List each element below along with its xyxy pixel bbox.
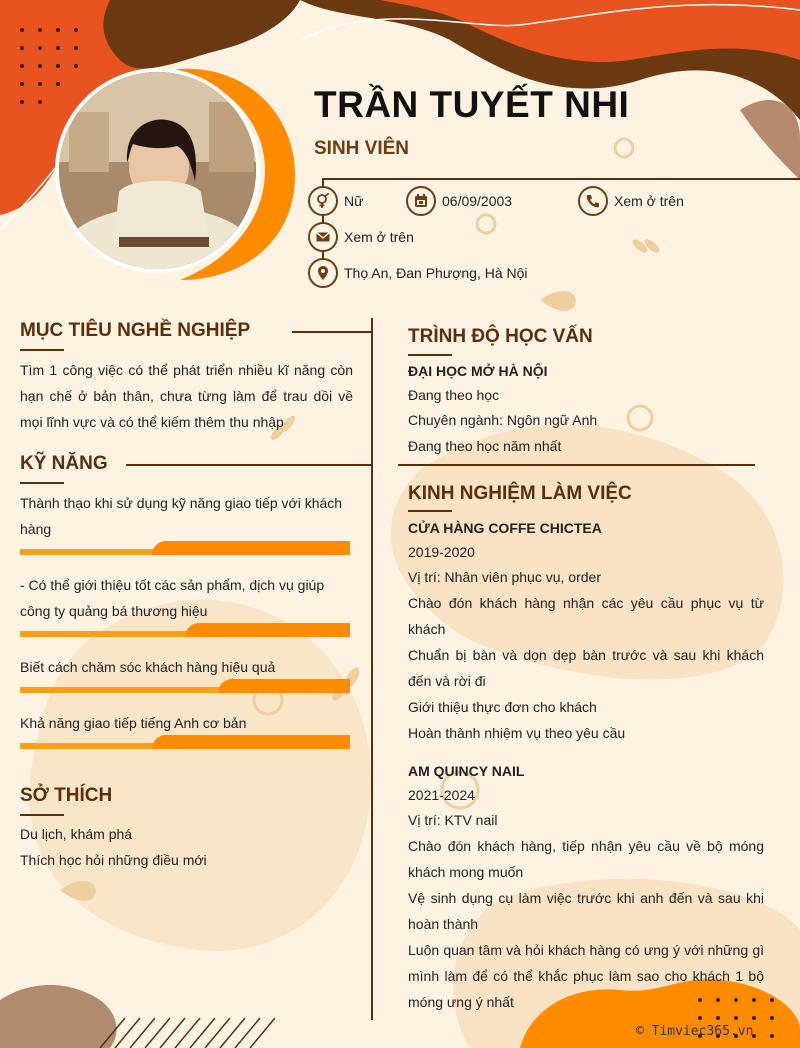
phone-value: Xem ở trên <box>614 193 684 209</box>
experience-underline <box>408 510 452 512</box>
skill-item-3-label: Biết cách chăm sóc khách hàng hiệu quả <box>20 659 276 675</box>
birthday-value: 06/09/2003 <box>442 193 513 209</box>
objective-rule <box>292 331 372 333</box>
phone-icon <box>578 186 608 216</box>
skill-item-4-label: Khả năng giao tiếp tiếng Anh cơ bản <box>20 715 247 731</box>
job-1-company: CỬA HÀNG COFFE CHICTEA <box>408 520 602 536</box>
skill-item-1-bar <box>20 545 350 555</box>
skill-item-2-label: - Có thể giới thiệu tốt các sản phẩm, dịch vụ giúp công ty quảng bá thương hiệu <box>20 577 325 619</box>
job-2-company: AM QUINCY NAIL <box>408 763 525 779</box>
education-underline <box>408 354 452 356</box>
job-2-line-4: Luôn quan tâm và hỏi khách hàng có ưng ý với những gì mình làm để có thể khắc phục làm sao cho khách 1 bộ móng ưng ý nhất <box>408 942 764 1010</box>
skill-item-4-bar <box>20 739 350 749</box>
contact-phone <box>578 186 684 216</box>
hobbies-title: SỞ THÍCH <box>20 785 113 806</box>
contact-gender <box>308 186 363 216</box>
objective-title: MỤC TIÊU NGHỀ NGHIỆP <box>20 320 251 341</box>
hobby-item-1: Du lịch, khám phá <box>20 826 133 842</box>
hobbies-underline <box>20 814 64 816</box>
copyright-text: © Timviec365.vn <box>636 1024 754 1039</box>
job-2-period: 2021-2024 <box>408 787 475 803</box>
objective-underline <box>20 349 64 351</box>
contact-birthday <box>406 186 512 216</box>
skill-item-3-bar <box>20 683 350 693</box>
education-title: TRÌNH ĐỘ HỌC VẤN <box>408 326 593 347</box>
job-1-line-5: Hoàn thành nhiệm vụ theo yêu cầu <box>408 725 626 741</box>
column-divider <box>371 318 373 1020</box>
education-school: ĐẠI HỌC MỞ HÀ NỘI <box>408 363 548 379</box>
skill-item-2-bar <box>20 627 350 637</box>
education-line-3: Đang theo học năm nhất <box>408 438 562 454</box>
contact-email <box>308 222 414 252</box>
education-line-1: Đang theo học <box>408 387 500 403</box>
gender-value: Nữ <box>344 193 364 209</box>
address-value: Thọ An, Đan Phượng, Hà Nội <box>344 265 528 281</box>
job-1-line-3: Chuẩn bị bàn và dọn dẹp bàn trước và sau khi khách đến và rời đi <box>408 647 764 689</box>
objective-text: Tìm 1 công việc có thể phát triển nhiều kĩ năng còn hạn chế ở bản thân, chưa từng làm để trau dồi về mọi lĩnh vực và có thể kiếm thêm thu nhập <box>20 362 353 430</box>
email-icon <box>308 222 338 252</box>
education-line-2: Chuyên ngành: Ngôn ngữ Anh <box>408 412 598 428</box>
calendar-icon <box>406 186 436 216</box>
job-1-line-1: Vị trí: Nhân viên phục vụ, order <box>408 569 601 585</box>
header-divider <box>322 178 800 180</box>
skill-item-1-label: Thành thạo khi sử dụng kỹ năng giao tiếp với khách hàng <box>20 495 343 537</box>
location-pin-icon <box>308 258 338 288</box>
job-1-period: 2019-2020 <box>408 544 475 560</box>
skills-underline <box>20 482 64 484</box>
gender-icon <box>308 186 338 216</box>
skills-rule <box>126 464 372 466</box>
contact-address <box>308 258 528 288</box>
education-rule <box>398 464 755 466</box>
skills-title: KỸ NĂNG <box>20 453 108 474</box>
job-2-line-3: Vệ sinh dụng cụ làm việc trước khi anh đến và sau khi hoàn thành <box>408 890 764 932</box>
email-value: Xem ở trên <box>344 229 414 245</box>
candidate-name: TRẦN TUYẾT NHI <box>314 84 630 125</box>
job-2-line-1: Vị trí: KTV nail <box>408 812 498 828</box>
profile-photo <box>55 68 260 273</box>
hobby-item-2: Thích học hỏi những điều mới <box>20 852 207 868</box>
profile-photo-frame <box>55 68 260 273</box>
experience-title: KINH NGHIỆM LÀM VIỆC <box>408 483 632 504</box>
job-1-line-2: Chào đón khách hàng nhận các yêu cầu phục vụ từ khách <box>408 595 764 637</box>
job-1-line-4: Giới thiệu thực đơn cho khách <box>408 699 597 715</box>
candidate-title: SINH VIÊN <box>314 138 410 159</box>
job-2-line-2: Chào đón khách hàng, tiếp nhận yêu cầu về bộ móng khách mong muốn <box>408 838 764 880</box>
